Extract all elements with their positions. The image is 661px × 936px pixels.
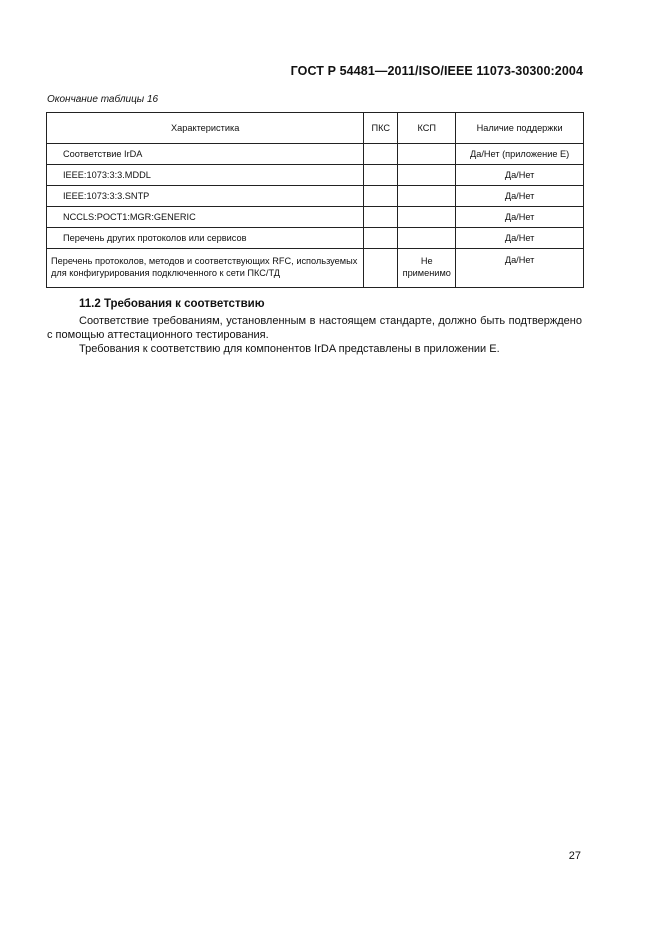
body-paragraph: Требования к соответствию для компонентов IrDA представлены в приложении Е. — [79, 343, 500, 355]
table-row — [47, 144, 584, 165]
cell-characteristic: IEEE:1073:3:3.MDDL — [47, 165, 364, 186]
cell-pks — [364, 144, 398, 165]
column-header-support: Наличие поддержки — [456, 113, 584, 144]
body-paragraph: Соответствие требованиям, установленным в настоящем стандарте, должно быть подтверждено с помощью аттестационного тестирования. — [47, 315, 582, 341]
page-number: 27 — [568, 850, 581, 862]
cell-ksp — [398, 186, 456, 207]
document-header: ГОСТ Р 54481—2011/ISO/IEEE 11073-30300:2004 — [290, 64, 583, 78]
column-header-ksp: КСП — [398, 113, 456, 144]
cell-pks — [364, 249, 398, 288]
cell-ksp — [398, 165, 456, 186]
table-header-row — [47, 113, 584, 144]
table-row — [47, 207, 584, 228]
cell-ksp — [398, 228, 456, 249]
cell-support: Да/Нет — [456, 165, 584, 186]
section-title: 11.2 Требования к соответствию — [79, 298, 265, 310]
cell-support: Да/Нет — [456, 249, 584, 288]
table-row — [47, 186, 584, 207]
support-table — [46, 112, 584, 288]
table-row — [47, 228, 584, 249]
cell-ksp — [398, 144, 456, 165]
cell-characteristic: IEEE:1073:3:3.SNTP — [47, 186, 364, 207]
cell-pks — [364, 207, 398, 228]
cell-characteristic: Соответствие IrDA — [47, 144, 364, 165]
cell-support: Да/Нет — [456, 207, 584, 228]
cell-support: Да/Нет (приложение Е) — [456, 144, 584, 165]
table-row — [47, 249, 584, 288]
cell-pks — [364, 186, 398, 207]
cell-pks — [364, 165, 398, 186]
cell-ksp: Не применимо — [398, 249, 456, 288]
column-header-pks: ПКС — [364, 113, 398, 144]
column-header-characteristic: Характеристика — [47, 113, 364, 144]
cell-pks — [364, 228, 398, 249]
cell-characteristic: NCCLS:POCT1:MGR:GENERIC — [47, 207, 364, 228]
cell-support: Да/Нет — [456, 228, 584, 249]
cell-characteristic: Перечень протоколов, методов и соответствующих RFC, используемых для конфигурирования подключенного к сети ПКС/ТД — [47, 249, 364, 288]
table-caption: Окончание таблицы 16 — [47, 94, 159, 105]
table-row — [47, 165, 584, 186]
cell-characteristic: Перечень других протоколов или сервисов — [47, 228, 364, 249]
cell-ksp — [398, 207, 456, 228]
cell-support: Да/Нет — [456, 186, 584, 207]
